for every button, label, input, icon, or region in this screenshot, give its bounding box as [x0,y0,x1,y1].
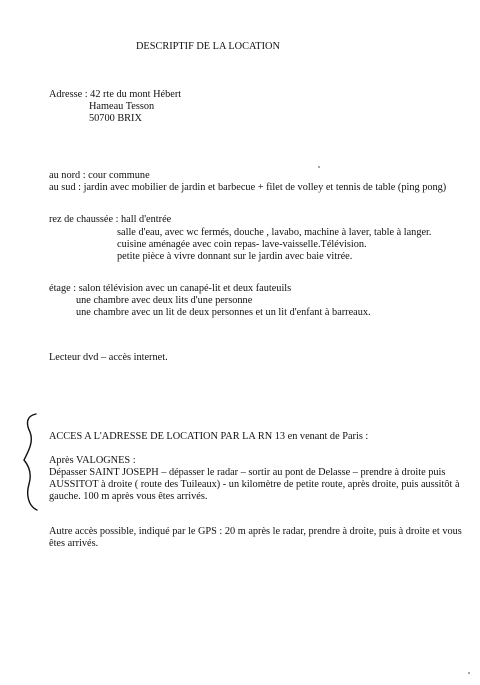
ground-floor-line: petite pièce à vivre donnant sur le jardin avec baie vitrée. [117,251,353,262]
gps-line: Autre accès possible, indiqué par le GPS : 20 m après le radar, prendre à droite, puis à droite et vous [49,526,462,537]
access-direction-line: AUSSITOT à droite ( route des Tuileaux) - un kilomètre de petite route, après droite, puis aussitôt à [49,479,460,490]
document-title: DESCRIPTIF DE LA LOCATION [136,41,280,52]
handwritten-bracket-mark [20,412,42,512]
upper-floor-heading: étage : salon télévision avec un canapé-lit et deux fauteuils [49,283,292,294]
access-direction-line: gauche. 100 m après vous êtes arrivés. [49,491,208,502]
access-after-label: Après VALOGNES : [49,455,136,466]
ground-floor-line: salle d'eau, avec wc fermés, douche , lavabo, machine à laver, table à langer. [117,227,432,238]
scan-speck [318,166,320,168]
ground-floor-heading: rez de chaussée : hall d'entrée [49,214,172,225]
address-line-2: Hameau Tesson [89,101,155,112]
north-description: au nord : cour commune [49,170,150,181]
address-line-3: 50700 BRIX [89,113,142,124]
gps-line: êtes arrivés. [49,538,99,549]
south-description: au sud : jardin avec mobilier de jardin et barbecue + filet de volley et tennis de table (ping pong) [49,182,447,193]
access-direction-line: Dépasser SAINT JOSEPH – dépasser le radar – sortir au pont de Delasse – prendre à droite puis [49,467,446,478]
upper-floor-line: une chambre avec deux lits d'une personne [76,295,253,306]
address-line-1: Adresse : 42 rte du mont Hébert [49,89,182,100]
equipment-line: Lecteur dvd – accès internet. [49,352,168,363]
scan-speck [468,672,470,674]
upper-floor-line: une chambre avec un lit de deux personnes et un lit d'enfant à barreaux. [76,307,371,318]
access-heading: ACCES A L'ADRESSE DE LOCATION PAR LA RN 13 en venant de Paris : [49,431,369,442]
ground-floor-line: cuisine aménagée avec coin repas- lave-vaisselle.Télévision. [117,239,367,250]
